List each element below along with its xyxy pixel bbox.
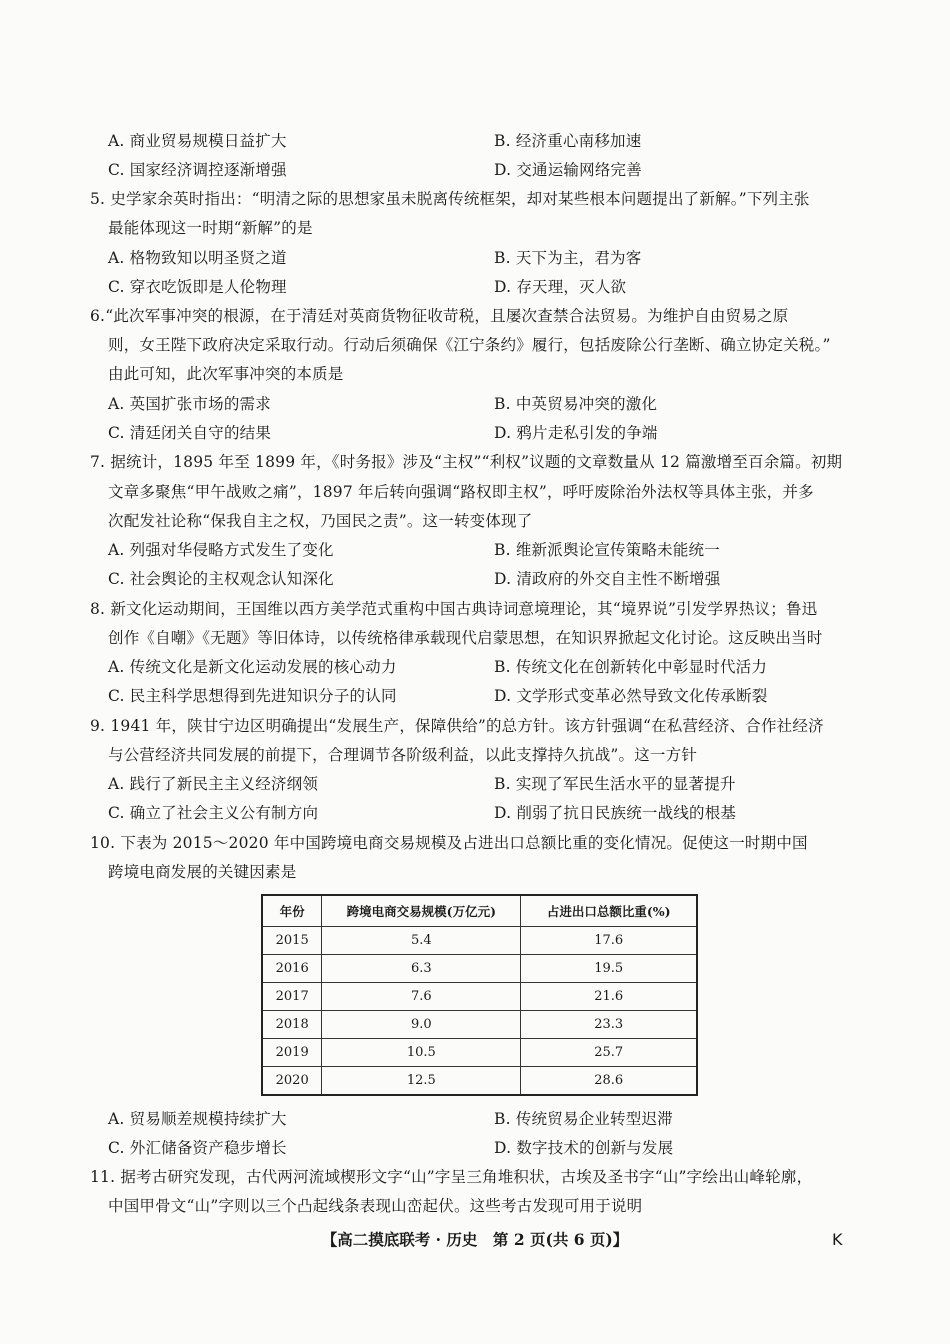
table-cell-share: 17.6 (521, 927, 697, 955)
table-cell-share: 25.7 (521, 1039, 697, 1067)
page-footer: 【高二摸底联考 · 历史 第 2 页(共 6 页)】 (321, 1230, 629, 1249)
q5-stem-line1: 5. 史学家余英时指出：“明清之际的思想家虽未脱离传统框架，却对某些根本问题提出了新解。”下列主张 (90, 190, 810, 208)
table-header-scale: 跨境电商交易规模(万亿元) (322, 895, 521, 927)
q8-option-c: C. 民主科学思想得到先进知识分子的认同 (108, 687, 397, 705)
q10-option-b: B. 传统贸易企业转型迟滞 (494, 1110, 673, 1128)
q10-option-d: D. 数字技术的创新与发展 (494, 1139, 674, 1157)
table-row (262, 927, 697, 955)
table-cell-year: 2020 (262, 1067, 322, 1096)
table-cell-scale: 12.5 (322, 1067, 521, 1096)
q8-option-d: D. 文学形式变革必然导致文化传承断裂 (494, 687, 768, 705)
table-cell-scale: 5.4 (322, 927, 521, 955)
trade-data-table (261, 894, 698, 1096)
q11-stem-line1: 11. 据考古研究发现，古代两河流域楔形文字“山”字呈三角堆积状，古埃及圣书字“山”字绘出山峰轮廓， (90, 1168, 813, 1186)
q4-option-c: C. 国家经济调控逐渐增强 (108, 161, 287, 179)
q6-stem-line1: 6.“此次军事冲突的根源，在于清廷对英商货物征收苛税，且屡次查禁合法贸易。为维护自由贸易之原 (90, 307, 789, 325)
q7-stem-line1: 7. 据统计，1895 年至 1899 年，《时务报》涉及“主权”“利权”议题的文章数量从 12 篇激增至百余篇。初期 (90, 453, 843, 471)
q9-option-b: B. 实现了军民生活水平的显著提升 (494, 775, 736, 793)
q9-option-c: C. 确立了社会主义公有制方向 (108, 804, 319, 822)
q9-stem-line2: 与公营经济共同发展的前提下，合理调节各阶级利益，以此支撑持久抗战”。这一方针 (108, 746, 698, 764)
q7-option-c: C. 社会舆论的主权观念认知深化 (108, 570, 334, 588)
table-cell-year: 2016 (262, 955, 322, 983)
table-cell-share: 19.5 (521, 955, 697, 983)
table-cell-share: 28.6 (521, 1067, 697, 1096)
q10-option-a: A. 贸易顺差规模持续扩大 (108, 1110, 287, 1128)
paper-version-code: K (832, 1230, 843, 1249)
table-cell-scale: 6.3 (322, 955, 521, 983)
q5-option-a: A. 格物致知以明圣贤之道 (108, 249, 287, 267)
q8-option-a: A. 传统文化是新文化运动发展的核心动力 (108, 658, 397, 676)
table-header-year: 年份 (262, 895, 322, 927)
table-cell-scale: 7.6 (322, 983, 521, 1011)
table-cell-scale: 9.0 (322, 1011, 521, 1039)
q6-option-c: C. 清廷闭关自守的结果 (108, 424, 272, 442)
table-cell-share: 23.3 (521, 1011, 697, 1039)
table-cell-year: 2017 (262, 983, 322, 1011)
q11-stem-line2: 中国甲骨文“山”字则以三个凸起线条表现山峦起伏。这些考古发现可用于说明 (108, 1197, 643, 1215)
q9-stem-line1: 9. 1941 年，陕甘宁边区明确提出“发展生产，保障供给”的总方针。该方针强调“在私营经济、合作社经济 (90, 717, 824, 735)
q7-option-a: A. 列强对华侵略方式发生了变化 (108, 541, 334, 559)
q8-stem-line1: 8. 新文化运动期间，王国维以西方美学范式重构中国古典诗词意境理论，其“境界说”引发学界热议；鲁迅 (90, 600, 818, 618)
table-row (262, 1011, 697, 1039)
q5-option-d: D. 存天理，灭人欲 (494, 278, 627, 296)
table-cell-share: 21.6 (521, 983, 697, 1011)
q5-stem-line2: 最能体现这一时期“新解”的是 (108, 219, 313, 237)
q7-stem-line3: 次配发社论称“保我自主之权，乃国民之责”。这一转变体现了 (108, 512, 533, 530)
q6-stem-line2: 则，女王陛下政府决定采取行动。行动后须确保《江宁条约》履行，包括废除公行垄断、确立协定关税。” (108, 336, 831, 354)
table-cell-scale: 10.5 (322, 1039, 521, 1067)
q9-option-d: D. 削弱了抗日民族统一战线的根基 (494, 804, 737, 822)
q5-option-b: B. 天下为主，君为客 (494, 249, 642, 267)
table-row (262, 1039, 697, 1067)
table-row (262, 983, 697, 1011)
q10-stem-line2: 跨境电商发展的关键因素是 (108, 863, 297, 881)
table-cell-year: 2015 (262, 927, 322, 955)
table-cell-year: 2018 (262, 1011, 322, 1039)
q7-option-d: D. 清政府的外交自主性不断增强 (494, 570, 721, 588)
q10-stem-line1: 10. 下表为 2015～2020 年中国跨境电商交易规模及占进出口总额比重的变化情况。促使这一时期中国 (90, 834, 808, 852)
q8-option-b: B. 传统文化在创新转化中彰显时代活力 (494, 658, 768, 676)
table-cell-year: 2019 (262, 1039, 322, 1067)
q7-option-b: B. 维新派舆论宣传策略未能统一 (494, 541, 720, 559)
q9-option-a: A. 践行了新民主主义经济纲领 (108, 775, 319, 793)
q8-stem-line2: 创作《自嘲》《无题》等旧体诗，以传统格律承载现代启蒙思想，在知识界掀起文化讨论。这反映出当时 (108, 629, 823, 647)
q4-option-a: A. 商业贸易规模日益扩大 (108, 132, 287, 150)
table-row (262, 1067, 697, 1096)
q5-option-c: C. 穿衣吃饭即是人伦物理 (108, 278, 287, 296)
q4-option-b: B. 经济重心南移加速 (494, 132, 642, 150)
q6-option-b: B. 中英贸易冲突的激化 (494, 395, 658, 413)
table-header-row (262, 895, 697, 927)
q7-stem-line2: 文章多聚焦“甲午战败之痛”，1897 年后转向强调“路权即主权”，呼吁废除治外法权等具体主张，并多 (108, 483, 814, 501)
table-row (262, 955, 697, 983)
q10-option-c: C. 外汇储备资产稳步增长 (108, 1139, 287, 1157)
table-header-share: 占进出口总额比重(%) (521, 895, 697, 927)
q6-option-d: D. 鸦片走私引发的争端 (494, 424, 658, 442)
q6-stem-line3: 由此可知，此次军事冲突的本质是 (108, 365, 344, 383)
q6-option-a: A. 英国扩张市场的需求 (108, 395, 271, 413)
q4-option-d: D. 交通运输网络完善 (494, 161, 642, 179)
